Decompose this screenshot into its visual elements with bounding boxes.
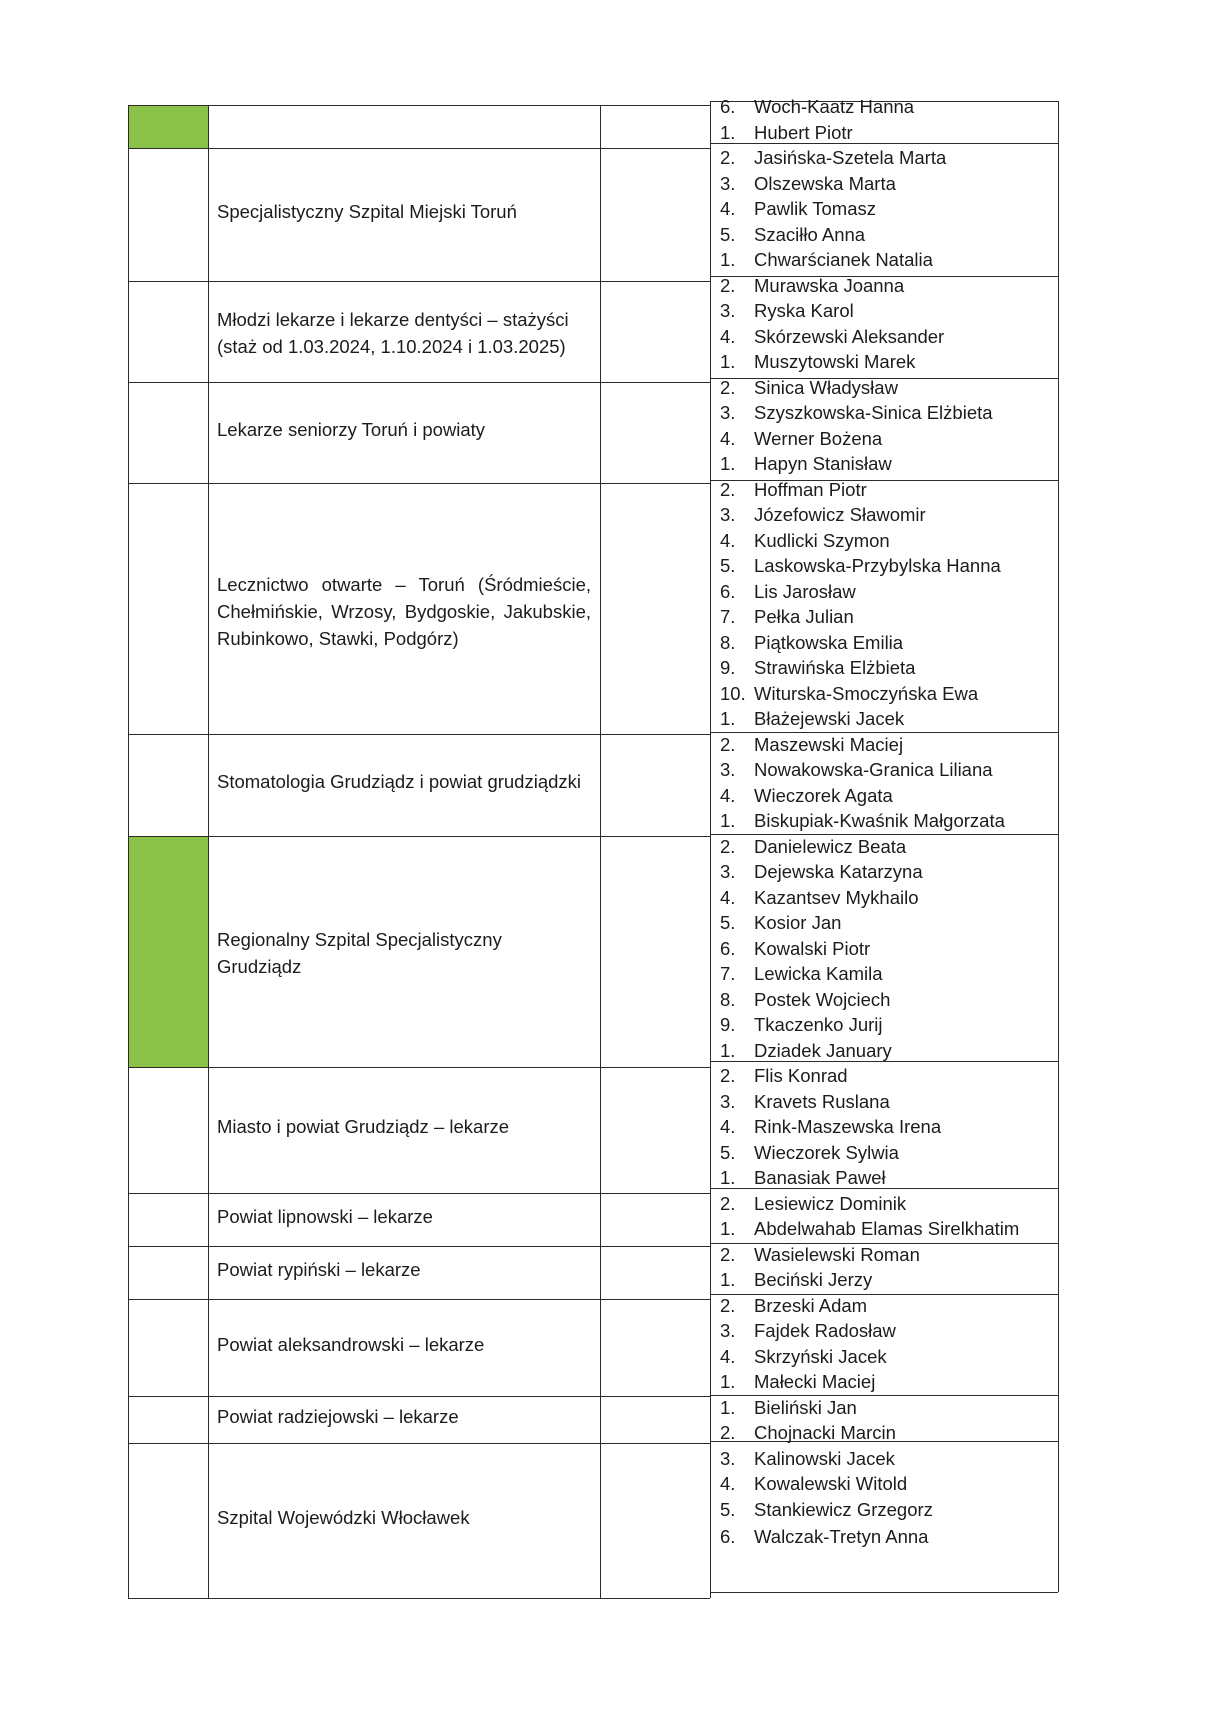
candidate-index: 5.: [720, 912, 736, 933]
constituency-name-line: Specjalistyczny Szpital Miejski Toruń: [217, 200, 517, 222]
candidate-index: 2.: [720, 835, 736, 857]
candidate-name: Skrzyński Jacek: [754, 1345, 887, 1367]
constituency-name-line: Lekarze seniorzy Toruń i powiaty: [217, 418, 486, 440]
candidate-name: Bieliński Jan: [754, 1396, 857, 1418]
candidate-index: 1.: [720, 453, 736, 474]
candidate-entry: [720, 173, 896, 195]
candidate-index: 10.: [720, 682, 746, 704]
candidate-name: Chojnacki Marcin: [754, 1422, 896, 1443]
candidate-entry: [720, 96, 914, 118]
table-border: [710, 1592, 1058, 1593]
candidate-index: 6.: [720, 96, 736, 117]
table-border: [128, 1443, 710, 1444]
constituency-name-line: Młodzi lekarze i lekarze dentyści – stażyści: [217, 308, 569, 330]
candidate-index: 2.: [720, 1192, 736, 1214]
candidate-entry: [720, 1142, 899, 1164]
constituency-name: [217, 771, 591, 793]
candidate-name: Laskowska-Przybylska Hanna: [754, 555, 1001, 576]
candidate-index: 6.: [720, 937, 736, 959]
candidate-index: 3.: [720, 504, 736, 525]
table-border: [128, 105, 129, 1598]
candidate-name: Wieczorek Agata: [754, 784, 893, 806]
candidate-name: Wasielewski Roman: [754, 1243, 920, 1265]
constituency-name: [217, 571, 591, 652]
candidate-name: Biskupiak-Kwaśnik Małgorzata: [754, 810, 1005, 831]
candidate-entry: [720, 428, 882, 450]
candidate-name: Tkaczenko Jurij: [754, 1014, 883, 1035]
candidate-name: Kalinowski Jacek: [754, 1447, 895, 1469]
candidate-index: 1.: [720, 1396, 736, 1418]
candidate-name: Werner Bożena: [754, 427, 883, 449]
candidate-entry: [720, 402, 993, 424]
candidate-name: Józefowicz Sławomir: [754, 504, 926, 525]
candidate-index: 9.: [720, 657, 736, 678]
candidate-index: 1.: [720, 1371, 736, 1392]
candidate-name: Lis Jarosław: [754, 580, 856, 602]
table-border: [128, 1067, 710, 1068]
candidate-entry: [720, 963, 883, 985]
candidate-entry: [720, 479, 867, 501]
candidate-entry: [720, 759, 993, 781]
candidate-entry: [720, 504, 926, 526]
candidate-entry: [720, 1499, 933, 1521]
candidate-index: 5.: [720, 1141, 736, 1163]
table-border: [1058, 101, 1059, 1592]
highlight-cell: [129, 837, 208, 1067]
table-border: [128, 1246, 710, 1247]
candidate-index: 2.: [720, 733, 736, 755]
candidate-name: Kudlicki Szymon: [754, 529, 890, 551]
candidate-index: 8.: [720, 631, 736, 653]
candidate-name: Hubert Piotr: [754, 121, 853, 143]
candidate-name: Dziadek January: [754, 1039, 892, 1061]
candidate-index: 1.: [720, 1039, 736, 1061]
candidate-index: 9.: [720, 1014, 736, 1035]
candidate-index: 2.: [720, 1065, 736, 1086]
candidate-name: Postek Wojciech: [754, 988, 891, 1010]
candidate-entry: [720, 581, 856, 603]
constituency-name: [217, 926, 591, 980]
candidate-entry: [720, 1422, 896, 1444]
candidate-name: Abdelwahab Elamas Sirelkhatim: [754, 1218, 1020, 1239]
candidate-index: 1.: [720, 351, 736, 372]
candidate-index: 3.: [720, 1447, 736, 1469]
candidate-index: 1.: [720, 1167, 736, 1188]
candidate-name: Kowalewski Witold: [754, 1473, 908, 1494]
candidate-name: Kowalski Piotr: [754, 937, 871, 959]
candidate-entry: [720, 1116, 941, 1138]
candidate-index: 2.: [720, 274, 736, 296]
candidate-index: 5.: [720, 223, 736, 245]
candidate-index: 7.: [720, 963, 736, 984]
candidate-entry: [720, 887, 919, 909]
candidate-entry: [720, 938, 870, 960]
candidate-index: 1.: [720, 249, 736, 270]
candidate-name: Nowakowska-Granica Liliana: [754, 759, 993, 780]
constituency-name-line: Lecznictwo otwarte – Toruń (Śródmieście,: [217, 573, 591, 595]
candidate-entry: [720, 734, 903, 756]
candidate-name: Sinica Władysław: [754, 376, 898, 398]
candidate-name: Skórzewski Aleksander: [754, 325, 945, 347]
candidate-index: 4.: [720, 1116, 736, 1137]
table-border: [128, 734, 710, 735]
constituency-name-line: Powiat lipnowski – lekarze: [217, 1205, 433, 1227]
candidate-index: 5.: [720, 555, 736, 576]
candidate-name: Dejewska Katarzyna: [754, 861, 923, 882]
constituency-name-line: Rubinkowo, Stawki, Podgórz): [217, 627, 459, 649]
candidate-entry: [720, 1167, 886, 1189]
candidate-index: 2.: [720, 1422, 736, 1443]
candidate-entry: [720, 1269, 872, 1291]
candidate-index: 5.: [720, 1498, 736, 1520]
candidate-name: Rink-Maszewska Irena: [754, 1116, 942, 1137]
candidate-entry: [720, 989, 890, 1011]
candidate-entry: [720, 377, 898, 399]
table-border: [128, 1396, 710, 1397]
candidate-entry: [720, 275, 904, 297]
candidate-index: 2.: [720, 1243, 736, 1265]
constituency-name: [217, 201, 591, 223]
candidate-entry: [720, 606, 854, 628]
candidate-index: 1.: [720, 708, 736, 729]
table-border: [600, 105, 601, 1598]
highlight-cell: [129, 106, 208, 148]
candidate-name: Banasiak Paweł: [754, 1167, 886, 1188]
table-border: [128, 1299, 710, 1300]
candidate-entry: [720, 683, 978, 705]
candidate-name: Brzeski Adam: [754, 1294, 868, 1316]
candidate-name: Danielewicz Beata: [754, 835, 907, 857]
constituency-name-line: Regionalny Szpital Specjalistyczny: [217, 928, 502, 950]
candidate-name: Walczak-Tretyn Anna: [754, 1526, 929, 1547]
table-border: [128, 281, 710, 282]
candidate-name: Pawlik Tomasz: [754, 198, 877, 219]
candidate-entry: [720, 1526, 928, 1548]
candidate-entry: [720, 1091, 890, 1113]
constituency-name: [217, 1406, 591, 1428]
candidate-entry: [720, 657, 915, 679]
candidate-entry: [720, 1218, 1019, 1240]
candidate-index: 1.: [720, 1269, 736, 1290]
candidate-name: Hoffman Piotr: [754, 478, 867, 500]
candidate-entry: [720, 1014, 883, 1036]
candidate-entry: [720, 1397, 857, 1419]
constituency-name-line: Szpital Wojewódzki Włocławek: [217, 1506, 470, 1528]
constituency-name: [217, 419, 591, 441]
candidate-entry: [720, 1371, 875, 1393]
candidate-entry: [720, 810, 1005, 832]
candidate-entry: [720, 300, 854, 322]
candidate-name: Strawińska Elżbieta: [754, 657, 916, 678]
candidate-index: 3.: [720, 861, 736, 882]
candidate-index: 3.: [720, 300, 736, 321]
candidate-entry: [720, 351, 915, 373]
candidate-entry: [720, 1065, 848, 1087]
candidate-index: 3.: [720, 402, 736, 423]
constituency-name-line: (staż od 1.03.2024, 1.10.2024 i 1.03.2025): [217, 335, 566, 357]
constituency-name-line: Miasto i powiat Grudziądz – lekarze: [217, 1116, 510, 1137]
constituency-name-line: Grudziądz: [217, 955, 302, 977]
candidate-name: Pełka Julian: [754, 606, 854, 627]
constituency-name: [217, 1206, 591, 1228]
candidate-index: 2.: [720, 478, 736, 500]
table-border: [128, 836, 710, 837]
candidate-name: Wieczorek Sylwia: [754, 1141, 899, 1163]
candidate-index: 6.: [720, 1526, 736, 1547]
candidate-index: 3.: [720, 1320, 736, 1341]
table-border: [128, 382, 710, 383]
candidate-entry: [720, 453, 892, 475]
candidate-entry: [720, 122, 853, 144]
candidate-index: 7.: [720, 606, 736, 627]
candidate-index: 8.: [720, 988, 736, 1010]
candidate-entry: [720, 555, 1001, 577]
table-border: [128, 105, 710, 106]
candidate-name: Beciński Jerzy: [754, 1269, 873, 1290]
candidate-index: 1.: [720, 810, 736, 831]
candidate-name: Muszytowski Marek: [754, 351, 916, 372]
candidate-entry: [720, 1448, 895, 1470]
candidate-name: Fajdek Radosław: [754, 1320, 896, 1341]
table-border: [128, 148, 710, 149]
candidate-entry: [720, 198, 876, 220]
candidate-entry: [720, 1193, 906, 1215]
candidate-name: Flis Konrad: [754, 1065, 848, 1086]
candidate-index: 4.: [720, 784, 736, 806]
candidate-entry: [720, 1244, 920, 1266]
candidate-entry: [720, 249, 933, 271]
candidate-entry: [720, 224, 865, 246]
table-border: [128, 1193, 710, 1194]
candidate-entry: [720, 1040, 892, 1062]
candidate-index: 1.: [720, 1218, 736, 1239]
table-border: [128, 1598, 710, 1599]
candidate-entry: [720, 1473, 907, 1495]
candidate-entry: [720, 912, 841, 934]
candidate-name: Małecki Maciej: [754, 1371, 876, 1392]
candidate-entry: [720, 785, 893, 807]
candidate-name: Ryska Karol: [754, 300, 854, 321]
candidate-name: Piątkowska Emilia: [754, 631, 904, 653]
candidate-index: 2.: [720, 1294, 736, 1316]
constituency-name-line: Powiat rypiński – lekarze: [217, 1258, 421, 1280]
candidate-name: Witurska-Smoczyńska Ewa: [754, 682, 979, 704]
candidate-name: Kosior Jan: [754, 912, 842, 933]
candidate-name: Hapyn Stanisław: [754, 453, 892, 474]
candidate-index: 3.: [720, 759, 736, 780]
candidate-entry: [720, 632, 903, 654]
candidate-name: Chwarścianek Natalia: [754, 249, 933, 270]
candidate-index: 4.: [720, 529, 736, 551]
candidate-name: Szaciłło Anna: [754, 223, 866, 245]
candidate-name: Błażejewski Jacek: [754, 708, 905, 729]
constituency-name-line: Powiat aleksandrowski – lekarze: [217, 1333, 485, 1355]
constituency-name: [217, 1259, 591, 1281]
table-border: [710, 101, 711, 1598]
candidate-entry: [720, 147, 946, 169]
table-border: [128, 483, 710, 484]
candidate-entry: [720, 1346, 887, 1368]
constituency-name-line: Stomatologia Grudziądz i powiat grudziądzki: [217, 771, 582, 792]
candidate-entry: [720, 1320, 896, 1342]
constituency-name: [217, 1116, 591, 1138]
candidate-name: Murawska Joanna: [754, 274, 905, 296]
candidate-index: 1.: [720, 121, 736, 143]
constituency-name: [217, 1507, 591, 1529]
candidate-name: Lewicka Kamila: [754, 963, 883, 984]
candidate-entry: [720, 861, 923, 883]
candidate-name: Jasińska-Szetela Marta: [754, 147, 947, 168]
candidate-name: Olszewska Marta: [754, 172, 896, 194]
constituency-name: [217, 306, 591, 360]
candidate-index: 2.: [720, 147, 736, 168]
candidate-index: 3.: [720, 172, 736, 194]
candidate-name: Kazantsev Mykhailo: [754, 886, 919, 908]
candidate-index: 4.: [720, 1473, 736, 1494]
candidate-index: 4.: [720, 427, 736, 449]
table-border: [208, 105, 209, 1598]
candidate-entry: [720, 1295, 867, 1317]
candidate-entry: [720, 326, 944, 348]
candidate-name: Stankiewicz Grzegorz: [754, 1498, 933, 1520]
candidate-index: 6.: [720, 580, 736, 602]
constituency-name: [217, 1334, 591, 1356]
candidate-index: 4.: [720, 325, 736, 347]
candidate-index: 2.: [720, 376, 736, 398]
candidate-name: Maszewski Maciej: [754, 733, 904, 755]
candidate-entry: [720, 836, 906, 858]
constituency-name-line: Chełmińskie, Wrzosy, Bydgoskie, Jakubskie,: [217, 600, 591, 622]
candidate-name: Lesiewicz Dominik: [754, 1192, 907, 1214]
constituency-name-line: Powiat radziejowski – lekarze: [217, 1405, 459, 1427]
candidate-index: 3.: [720, 1090, 736, 1112]
candidate-name: Kravets Ruslana: [754, 1090, 890, 1112]
candidate-index: 4.: [720, 198, 736, 219]
candidate-name: Woch-Kaatz Hanna: [754, 96, 915, 117]
candidate-index: 4.: [720, 886, 736, 908]
candidate-entry: [720, 708, 904, 730]
candidate-name: Szyszkowska-Sinica Elżbieta: [754, 402, 993, 423]
candidate-index: 4.: [720, 1345, 736, 1367]
candidate-entry: [720, 530, 890, 552]
